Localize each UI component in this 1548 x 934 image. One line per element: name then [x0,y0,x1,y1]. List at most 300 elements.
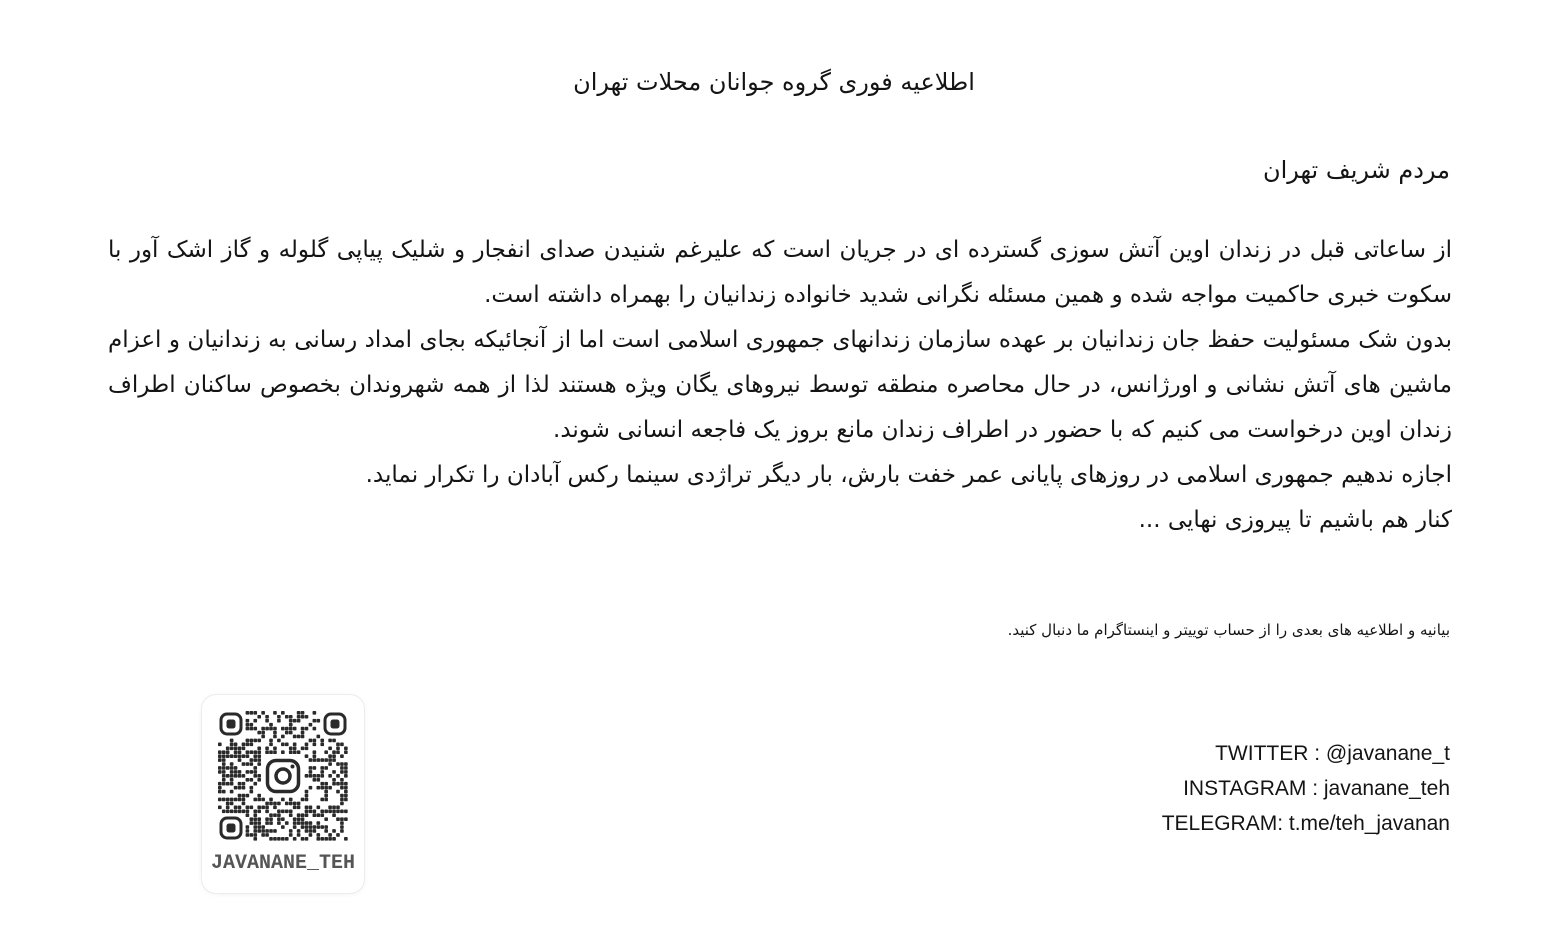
qr-module [293,837,297,841]
qr-module [261,833,265,837]
qr-module [297,821,301,825]
qr-module [277,837,281,841]
qr-module [344,774,348,778]
qr-module [309,774,313,778]
qr-module [261,735,265,739]
qr-module [226,782,230,786]
qr-module [305,746,309,750]
qr-module [336,750,340,754]
qr-module [289,750,293,754]
qr-module [344,750,348,754]
qr-module [246,778,250,782]
qr-module [269,743,273,747]
qr-module [316,735,320,739]
qr-module [238,806,242,810]
qr-module [297,806,301,810]
qr-module [316,758,320,762]
qr-module [226,774,230,778]
qr-module [340,782,344,786]
qr-module [297,833,301,837]
qr-finder-icon [220,817,242,839]
qr-module [293,817,297,821]
qr-module [320,774,324,778]
qr-module [269,821,273,825]
qr-module [340,762,344,766]
qr-module [305,754,309,758]
qr-module [336,817,340,821]
qr-module [324,782,328,786]
qr-module [293,802,297,806]
qr-module [305,806,309,810]
qr-module [246,809,250,813]
qr-module [328,786,332,790]
qr-module [250,743,254,747]
qr-module [289,809,293,813]
qr-module [230,798,234,802]
qr-module [281,743,285,747]
qr-module [281,817,285,821]
qr-module [242,802,246,806]
qr-module [328,739,332,743]
qr-module [344,786,348,790]
qr-module [250,786,254,790]
qr-module [332,837,336,841]
qr-module [332,778,336,782]
qr-module [218,766,222,770]
qr-module [328,833,332,837]
qr-module [253,782,257,786]
qr-module [257,798,261,802]
qr-module [273,727,277,731]
qr-module [289,829,293,833]
qr-module [234,806,238,810]
qr-module [269,817,273,821]
qr-module [320,766,324,770]
qr-module [281,711,285,715]
qr-module [222,774,226,778]
instagram-contact: INSTAGRAM : javanane_teh [1183,777,1450,800]
qr-module [344,762,348,766]
qr-module [234,774,238,778]
qr-module [281,735,285,739]
qr-module [218,754,222,758]
qr-module [257,778,261,782]
qr-module [246,794,250,798]
qr-module [242,809,246,813]
qr-module [336,774,340,778]
qr-module [261,825,265,829]
qr-module [250,723,254,727]
qr-module [313,829,317,833]
qr-module [253,798,257,802]
qr-module [265,802,269,806]
qr-module [222,754,226,758]
qr-module [336,806,340,810]
qr-module [340,754,344,758]
qr-module [328,774,332,778]
qr-module [316,806,320,810]
qr-module [324,786,328,790]
qr-module [336,833,340,837]
qr-module [309,739,313,743]
qr-module [281,809,285,813]
qr-module [222,809,226,813]
qr-module [230,778,234,782]
qr-module [246,833,250,837]
qr-module [218,806,222,810]
paragraph-call-to-action: بدون شک مسئولیت حفظ جان زندانیان بر عهده سازمان زندانهای جمهوری اسلامی است اما از آنجائیکه بجای امداد رسانی به زندانیان و اعزام ماشین های آتش نشانی و اورژانس، در حال محاصره منطقه توسط نیروهای یگان ویژه هستند لذا از همه شهروندان بخصوص ساکنان اطراف زندان اوین درخواست می کنیم که با حضور در اطراف زندان مانع بروز یک فاجعه انسانی شوند. [108,327,1452,443]
qr-module [293,743,297,747]
qr-module [328,746,332,750]
qr-module [250,727,254,731]
qr-module [324,837,328,841]
qr-module [238,774,242,778]
qr-module [230,802,234,806]
qr-module [293,746,297,750]
qr-module [320,739,324,743]
qr-module [305,821,309,825]
qr-module [313,754,317,758]
qr-module [218,782,222,786]
qr-module [336,762,340,766]
qr-module [253,809,257,813]
qr-module [285,837,289,841]
qr-module [324,794,328,798]
qr-module [257,774,261,778]
qr-module [253,750,257,754]
qr-module [340,821,344,825]
qr-module [301,825,305,829]
qr-module [285,809,289,813]
qr-module [257,754,261,758]
qr-module [305,825,309,829]
qr-module [305,743,309,747]
qr-module [320,837,324,841]
qr-module [328,806,332,810]
qr-module [297,750,301,754]
qr-module [297,719,301,723]
qr-module [242,762,246,766]
qr-module [257,715,261,719]
qr-module [257,739,261,743]
qr-module [297,711,301,715]
qr-module [309,825,313,829]
qr-module [230,774,234,778]
qr-module [340,825,344,829]
qr-module [273,806,277,810]
notice-body [108,228,1452,543]
qr-module [273,813,277,817]
qr-module [230,754,234,758]
qr-module [218,790,222,794]
qr-module [238,758,242,762]
qr-module [238,750,242,754]
qr-module [293,727,297,731]
qr-module [293,750,297,754]
qr-module [313,758,317,762]
qr-module [344,794,348,798]
qr-module [316,821,320,825]
qr-module [328,758,332,762]
qr-module [257,821,261,825]
qr-module [222,750,226,754]
qr-module [277,802,281,806]
qr-module [234,754,238,758]
qr-module [332,754,336,758]
qr-module [218,786,222,790]
qr-module [246,739,250,743]
qr-module [230,790,234,794]
qr-module [293,719,297,723]
qr-module [289,798,293,802]
qr-module [261,731,265,735]
qr-module [281,825,285,829]
qr-module [253,833,257,837]
qr-module [324,829,328,833]
qr-module [250,762,254,766]
qr-module [309,758,313,762]
qr-module [230,782,234,786]
qr-module [238,782,242,786]
qr-finder-icon [220,713,242,735]
qr-module [285,731,289,735]
qr-module [289,715,293,719]
qr-module [336,743,340,747]
qr-module [309,833,313,837]
qr-module [234,743,238,747]
qr-module [253,719,257,723]
qr-module [281,837,285,841]
qr-module [316,786,320,790]
qr-module [309,786,313,790]
qr-module [257,750,261,754]
qr-module [320,786,324,790]
qr-module [250,750,254,754]
qr-module [316,774,320,778]
qr-module [320,758,324,762]
qr-module [265,833,269,837]
qr-module [261,806,265,810]
qr-module [222,778,226,782]
qr-module [305,715,309,719]
qr-module [344,746,348,750]
qr-module [285,802,289,806]
qr-module [265,719,269,723]
qr-module [324,809,328,813]
qr-module [313,766,317,770]
qr-module [301,837,305,841]
qr-module [222,762,226,766]
qr-module [246,719,250,723]
qr-module [265,829,269,833]
qr-module [305,794,309,798]
qr-module [234,750,238,754]
qr-module [285,727,289,731]
qr-module [253,817,257,821]
qr-code [218,711,348,841]
qr-module [340,798,344,802]
qr-module [234,809,238,813]
qr-module [257,829,261,833]
qr-module [313,813,317,817]
qr-module [289,802,293,806]
qr-module [253,837,257,841]
qr-module [316,833,320,837]
qr-module [313,750,317,754]
notice-title: اطلاعیه فوری گروه جوانان محلات تهران [573,68,975,96]
qr-module [257,731,261,735]
qr-module [344,790,348,794]
qr-module [277,715,281,719]
qr-module [340,766,344,770]
qr-module [234,766,238,770]
qr-module [305,813,309,817]
qr-module [332,758,336,762]
qr-module [246,750,250,754]
qr-module [246,813,250,817]
qr-module [257,809,261,813]
qr-module [261,727,265,731]
qr-module [277,821,281,825]
qr-module [253,774,257,778]
qr-module [328,754,332,758]
qr-module [246,770,250,774]
qr-module [293,735,297,739]
qr-module [230,762,234,766]
qr-module [257,758,261,762]
qr-module [332,809,336,813]
qr-module [277,739,281,743]
contact-list [1162,736,1450,841]
qr-module [222,798,226,802]
qr-module [246,825,250,829]
qr-module [313,727,317,731]
qr-module [293,821,297,825]
qr-module [301,727,305,731]
qr-module [269,802,273,806]
qr-module [230,770,234,774]
qr-module [253,829,257,833]
qr-module [344,798,348,802]
qr-module [238,754,242,758]
qr-module [316,778,320,782]
qr-module [305,774,309,778]
qr-module [253,739,257,743]
qr-module [309,723,313,727]
qr-module [269,750,273,754]
qr-module [269,798,273,802]
qr-module [265,746,269,750]
qr-module [313,739,317,743]
qr-module [301,798,305,802]
qr-module [309,809,313,813]
qr-module [253,766,257,770]
qr-module [297,813,301,817]
qr-module [340,743,344,747]
qr-module [305,829,309,833]
qr-module [269,837,273,841]
qr-module [332,782,336,786]
qr-module [289,833,293,837]
qr-module [269,813,273,817]
qr-module [309,766,313,770]
qr-module [273,829,277,833]
twitter-contact: TWITTER : @javanane_t [1215,742,1450,765]
qr-module [320,825,324,829]
qr-module [289,746,293,750]
qr-module [293,806,297,810]
qr-module [246,727,250,731]
qr-module [344,809,348,813]
qr-module [301,731,305,735]
qr-module [297,735,301,739]
qr-module [340,802,344,806]
qr-module [230,809,234,813]
qr-module [285,821,289,825]
qr-handle-label: JAVANANE_TEH [210,852,356,875]
qr-module [242,794,246,798]
qr-module [250,778,254,782]
qr-module [265,715,269,719]
qr-module [332,806,336,810]
qr-module [301,813,305,817]
qr-module [301,817,305,821]
qr-module [242,798,246,802]
qr-module [257,817,261,821]
qr-module [230,766,234,770]
qr-module [297,715,301,719]
qr-module [265,750,269,754]
qr-module [242,782,246,786]
qr-module [301,711,305,715]
qr-module [226,802,230,806]
qr-module [250,821,254,825]
qr-module [230,746,234,750]
qr-module [297,829,301,833]
qr-module [222,790,226,794]
qr-module [332,739,336,743]
qr-module [222,770,226,774]
qr-module [226,746,230,750]
qr-module [250,817,254,821]
qr-module [289,723,293,727]
qr-module [324,798,328,802]
qr-module [293,825,297,829]
qr-module [238,786,242,790]
qr-module [277,809,281,813]
paragraph-closing: کنار هم باشیم تا پیروزی نهایی ... [1138,507,1452,533]
qr-module [226,754,230,758]
qr-module [218,770,222,774]
qr-module [281,798,285,802]
qr-module [230,743,234,747]
qr-module [324,758,328,762]
qr-module [238,746,242,750]
qr-module [246,743,250,747]
qr-module [332,750,336,754]
qr-module [313,774,317,778]
qr-module [257,746,261,750]
qr-module [332,813,336,817]
qr-module [344,782,348,786]
qr-module [250,833,254,837]
qr-module [273,746,277,750]
qr-module [324,750,328,754]
qr-module [265,821,269,825]
qr-module [285,743,289,747]
qr-module [273,711,277,715]
qr-module [332,770,336,774]
